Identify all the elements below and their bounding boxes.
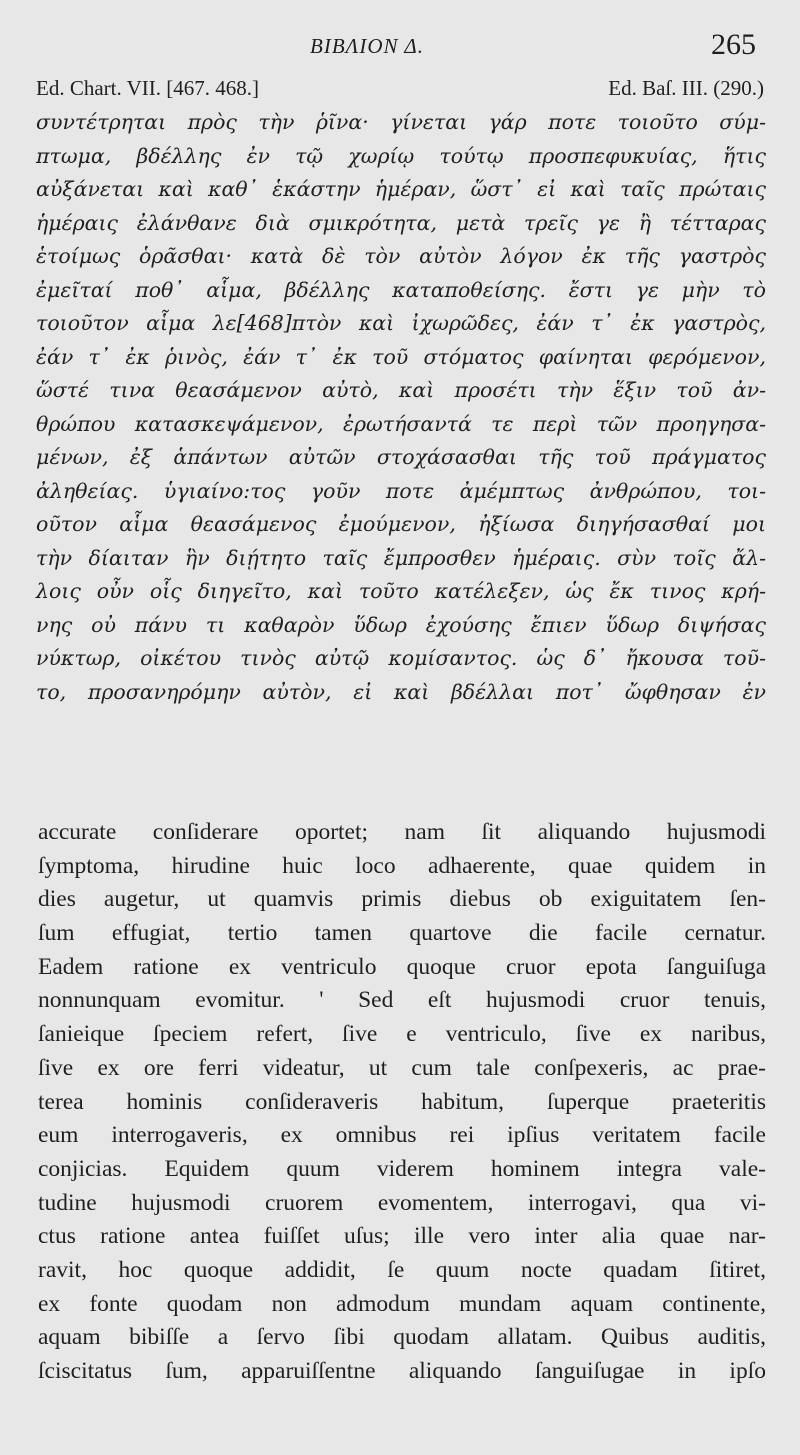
- greek-line: τοιοῦτον αἷμα λε[468]πτὸν καὶ ἰχωρῶδες, ἐάν τ᾽ ἐκ γαστρὸς,: [36, 311, 766, 335]
- greek-line: ἐμεῖταί ποθ᾽ αἷμα, βδέλλης καταποθείσης. ἔστι γε μὴν τὸ: [36, 277, 766, 302]
- edition-reference-left: Ed. Chart. VII. [467. 468.]: [36, 76, 259, 100]
- latin-line: ſciscitatus ſum, apparuiſſentne aliquando ſanguiſugae in ipſo: [38, 1358, 766, 1384]
- greek-line: οῦτον αἷμα θεασάμενος ἐμούμενον, ἠξίωσα διηγήσασθαί μοι: [36, 512, 766, 536]
- greek-line: συντέτρηται πρὸς τὴν ῥῖνα· γίνεται γάρ ποτε τοιοῦτο σύμ-: [36, 110, 766, 134]
- page-number: 265: [711, 28, 756, 61]
- latin-line: Eadem ratione ex ventriculo quoque cruor epota ſanguiſuga: [38, 953, 766, 980]
- greek-line: θρώπου κατασκεψάμενον, ἐρωτήσαντά τε περὶ τῶν προηγησα-: [36, 411, 766, 436]
- greek-line: ἑτοίμως ὁρᾶσθαι· κατὰ δὲ τὸν αὐτὸν λόγον ἐκ τῆς γαστρὸς: [36, 244, 766, 268]
- greek-line: αὐξάνεται καὶ καθ᾽ ἑκάστην ἡμέραν, ὥστ᾽ εἰ καὶ ταῖς πρώταις: [36, 177, 766, 201]
- latin-line: tudine hujusmodi cruorem evomentem, interrogavi, qua vi-: [38, 1189, 766, 1216]
- latin-line: ctus ratione antea fuiſſet uſus; ille vero inter alia quae nar-: [38, 1223, 766, 1250]
- latin-line: accurate conſiderare oportet; nam ſit aliquando hujusmodi: [38, 819, 766, 845]
- latin-line: conjicias. Equidem quum viderem hominem integra vale-: [38, 1155, 766, 1182]
- running-head: [0, 28, 800, 68]
- edition-references: [36, 76, 764, 106]
- latin-line: ſum effugiat, tertio tamen quartove die facile cernatur.: [38, 920, 766, 947]
- latin-line: ex fonte quodam non admodum mundam aquam continente,: [38, 1290, 766, 1317]
- latin-text-block: [38, 816, 766, 1389]
- greek-text-block: [36, 106, 766, 709]
- latin-line: aquam bibiſſe a ſervo ſibi quodam allatam. Quibus auditis,: [38, 1324, 766, 1351]
- greek-line: λοις οὖν οἷς διηγεῖτο, καὶ τοῦτο κατέλεξεν, ὡς ἔκ τινος κρή-: [36, 579, 766, 603]
- greek-line: νης οὐ πάνυ τι καθαρὸν ὕδωρ ἐχούσης ἔπιεν ὕδωρ διψήσας: [36, 612, 766, 637]
- greek-line: ὥστέ τινα θεασάμενον αὐτὸ, καὶ προσέτι τὴν ἕξιν τοῦ ἀν-: [36, 378, 766, 402]
- edition-reference-right: Ed. Baſ. III. (290.): [608, 76, 764, 100]
- greek-line: ἀληθείας. ὑγιαίνο:τος γοῦν ποτε ἀμέμπτως ἀνθρώπου, τοι-: [36, 478, 766, 503]
- latin-line: dies augetur, ut quamvis primis diebus ob exiguitatem ſen-: [38, 886, 766, 913]
- greek-line: πτωμα, βδέλλης ἐν τῷ χωρίῳ τούτῳ προσπεφυκυίας, ἥτις: [36, 143, 766, 168]
- latin-line: ravit, hoc quoque addidit, ſe quum nocte quadam ſitiret,: [38, 1256, 766, 1283]
- latin-line: ſymptoma, hirudine huic loco adhaerente, quae quidem in: [38, 852, 766, 879]
- greek-line: μένων, ἐξ ἁπάντων αὐτῶν στοχάσασθαι τῆς τοῦ πράγματος: [36, 445, 766, 469]
- running-title: ΒΙΒΛΙΟΝ Δ.: [310, 34, 424, 58]
- greek-line: νύκτωρ, οἰκέτου τινὸς αὐτῷ κομίσαντος. ὡς δ᾽ ἤκουσα τοῦ-: [36, 646, 766, 670]
- greek-line: ἡμέραις ἐλάνθανε διὰ σμικρότητα, μετὰ τρεῖς γε ἢ τέτταρας: [36, 210, 766, 235]
- latin-line: ſanieique ſpeciem refert, ſive e ventriculo, ſive ex naribus,: [38, 1021, 766, 1048]
- greek-line: το, προσανηρόμην αὐτὸν, εἰ καὶ βδέλλαι ποτ᾽ ὤφθησαν ἐν: [36, 679, 766, 704]
- greek-line: τὴν δίαιταν ἣν διῄτητο ταῖς ἔμπροσθεν ἡμέραις. σὺν τοῖς ἄλ-: [36, 545, 766, 570]
- greek-line: ἐάν τ᾽ ἐκ ῥινὸς, ἐάν τ᾽ ἐκ τοῦ στόματος φαίνηται φερόμενον,: [36, 344, 766, 369]
- latin-line: nonnunquam evomitur. ' Sed eſt hujusmodi cruor tenuis,: [38, 987, 766, 1014]
- latin-line: terea hominis conſideraveris habitum, ſuperque praeteritis: [38, 1088, 766, 1115]
- latin-line: ſive ex ore ferri videatur, ut cum tale conſpexeris, ac prae-: [38, 1054, 766, 1081]
- latin-line: eum interrogaveris, ex omnibus rei ipſius veritatem facile: [38, 1122, 766, 1149]
